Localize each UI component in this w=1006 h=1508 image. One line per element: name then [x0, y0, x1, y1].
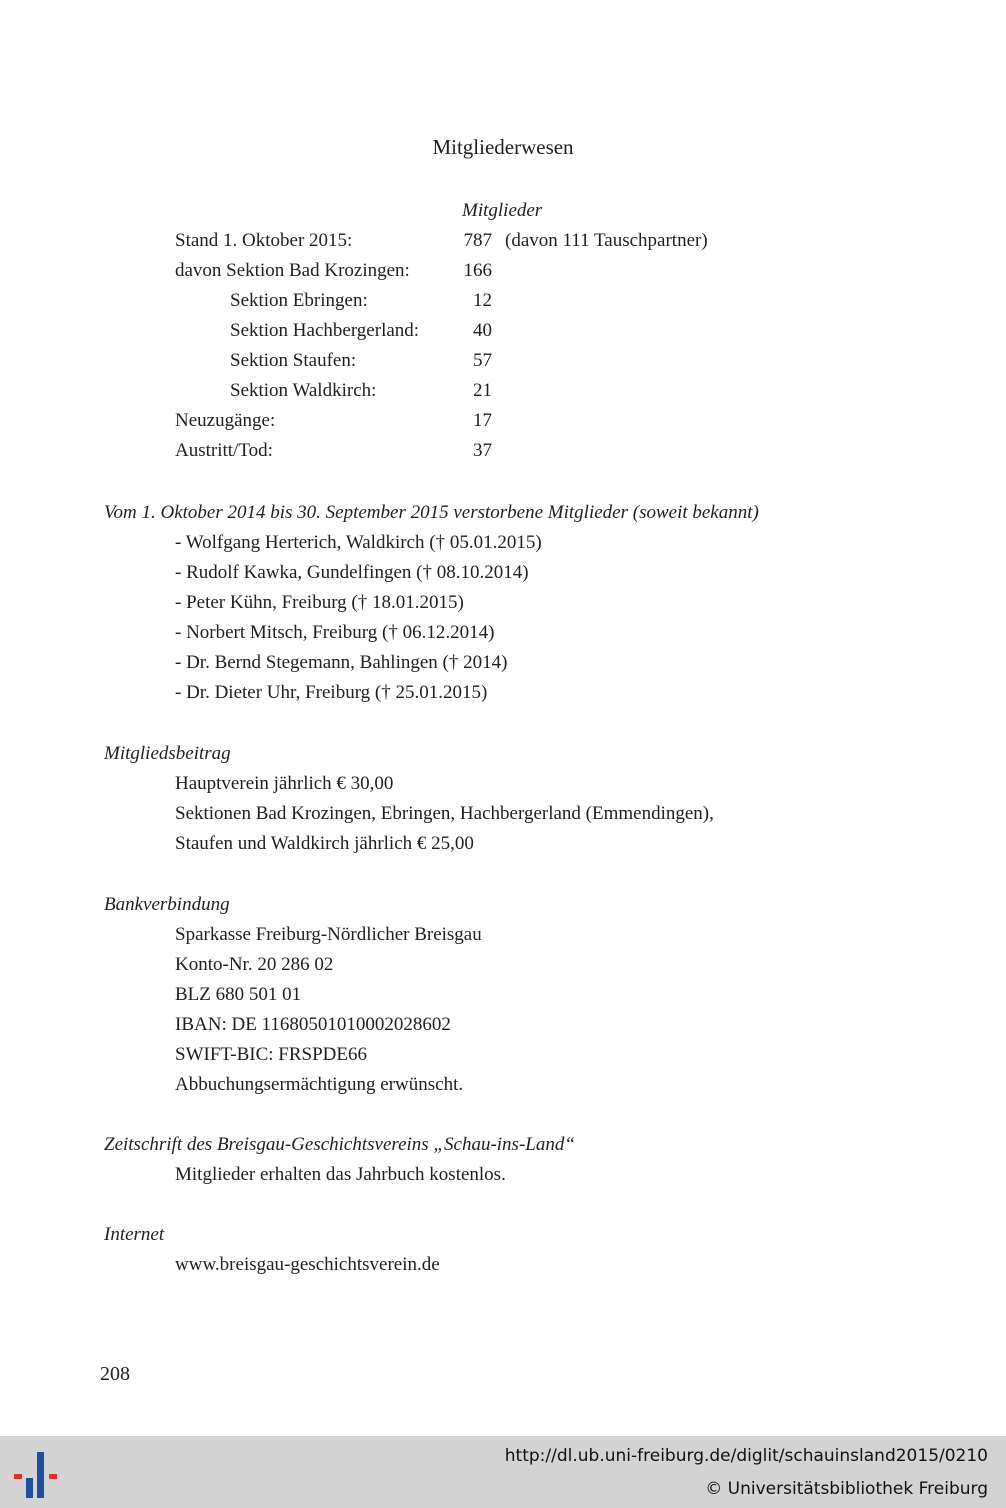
fee-heading: Mitgliedsbeitrag — [104, 743, 231, 764]
members-row-label: Sektion Hachbergerland: — [230, 320, 420, 341]
website-link[interactable]: www.breisgau-geschichtsverein.de — [175, 1254, 440, 1275]
members-row-label: Sektion Waldkirch: — [230, 380, 377, 401]
bank-line: BLZ 680 501 01 — [175, 984, 302, 1005]
deceased-item: - Dr. Dieter Uhr, Freiburg († 25.01.2015) — [175, 682, 488, 703]
deceased-item: - Wolfgang Herterich, Waldkirch († 05.01.2015) — [175, 532, 542, 553]
deceased-item: - Dr. Bernd Stegemann, Bahlingen († 2014) — [175, 652, 508, 673]
members-row-value: 21 — [473, 380, 492, 401]
deceased-item: - Norbert Mitsch, Freiburg († 06.12.2014) — [175, 622, 495, 643]
members-row-value: 57 — [473, 350, 492, 371]
members-row-note: (davon 111 Tauschpartner) — [505, 230, 708, 251]
fee-line: Staufen und Waldkirch jährlich € 25,00 — [175, 833, 474, 854]
fee-line: Sektionen Bad Krozingen, Ebringen, Hachbergerland (Emmendingen), — [175, 803, 714, 824]
bank-line: IBAN: DE 11680501010002028602 — [175, 1014, 451, 1035]
members-row-value: 40 — [473, 320, 492, 341]
members-row-label: Stand 1. Oktober 2015: — [175, 230, 353, 251]
journal-line: Mitglieder erhalten das Jahrbuch kostenlos. — [175, 1164, 506, 1185]
deceased-heading: Vom 1. Oktober 2014 bis 30. September 2015 verstorbene Mitglieder (soweit bekannt) — [104, 502, 759, 523]
members-row-label: Austritt/Tod: — [175, 440, 273, 461]
bank-line: Sparkasse Freiburg-Nördlicher Breisgau — [175, 924, 482, 945]
members-column-header: Mitglieder — [462, 200, 543, 221]
internet-heading: Internet — [104, 1224, 165, 1245]
bank-line: Abbuchungsermächtigung erwünscht. — [175, 1074, 464, 1095]
journal-heading: Zeitschrift des Breisgau-Geschichtsvereins „Schau-ins-Land“ — [104, 1134, 575, 1155]
deceased-item: - Rudolf Kawka, Gundelfingen († 08.10.2014) — [175, 562, 529, 583]
members-row-label: Sektion Ebringen: — [230, 290, 368, 311]
members-row-value: 166 — [463, 260, 492, 281]
members-row-label: davon Sektion Bad Krozingen: — [175, 260, 410, 281]
members-row-value: 12 — [473, 290, 492, 311]
page-title: Mitgliederwesen — [432, 135, 574, 159]
bank-heading: Bankverbindung — [104, 894, 230, 915]
members-row-value: 37 — [473, 440, 492, 461]
fee-line: Hauptverein jährlich € 30,00 — [175, 773, 394, 794]
footer-bar — [0, 1436, 1006, 1508]
page-number: 208 — [100, 1363, 130, 1385]
university-library-logo-icon — [12, 1448, 64, 1500]
footer-url-link[interactable]: http://dl.ub.uni-freiburg.de/diglit/schauinsland2015/0210 — [504, 1446, 988, 1466]
members-row-label: Neuzugänge: — [175, 410, 276, 431]
footer-copyright: © Universitätsbibliothek Freiburg — [705, 1479, 988, 1499]
bank-line: SWIFT-BIC: FRSPDE66 — [175, 1044, 367, 1065]
members-row-value: 787 — [463, 230, 492, 251]
members-row-value: 17 — [473, 410, 492, 431]
bank-line: Konto-Nr. 20 286 02 — [175, 954, 334, 975]
deceased-item: - Peter Kühn, Freiburg († 18.01.2015) — [175, 592, 464, 613]
members-row-label: Sektion Staufen: — [230, 350, 357, 371]
